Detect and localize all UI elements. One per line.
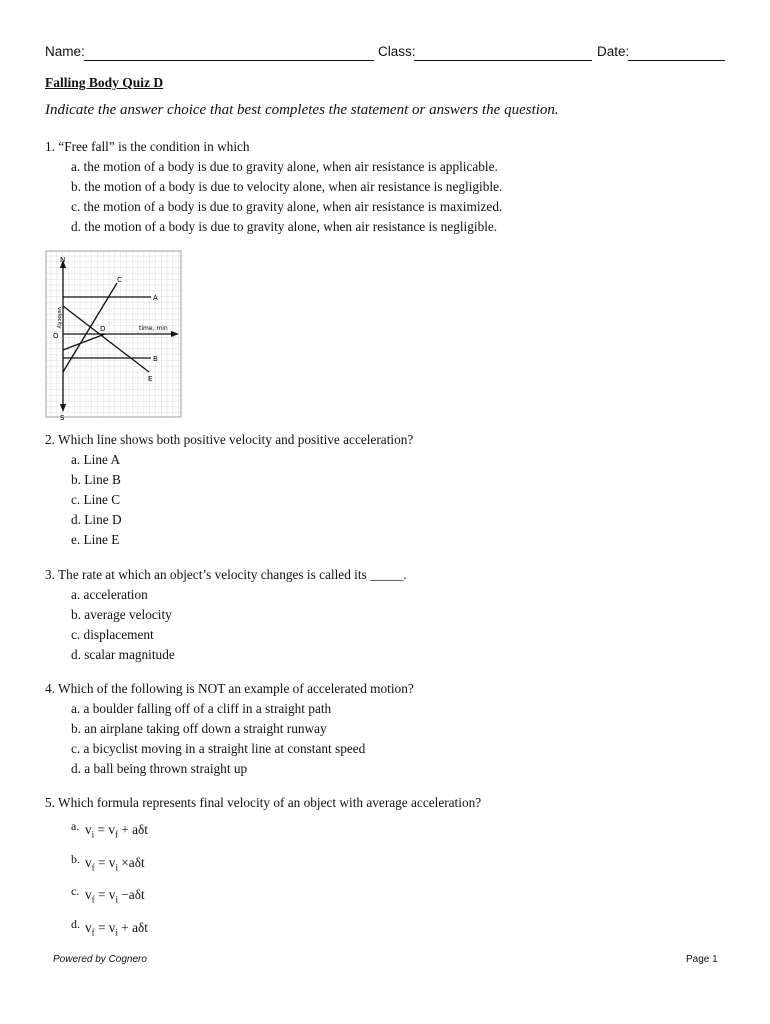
formula-part: v — [85, 822, 92, 837]
date-field[interactable] — [628, 46, 725, 61]
answer-option[interactable]: b. an airplane taking off down a straight runway — [71, 721, 327, 736]
formula-subscript: f — [91, 894, 95, 905]
formula-part: + aδt — [117, 919, 148, 935]
date-label: Date: — [597, 44, 630, 59]
answer-option[interactable]: a. acceleration — [71, 587, 148, 602]
formula-part: v — [85, 919, 92, 935]
instructions: Indicate the answer choice that best completes the statement or answers the question. — [45, 102, 559, 118]
option-letter: a. — [71, 819, 80, 833]
formula-part: = v — [94, 854, 116, 870]
answer-option[interactable]: b. the motion of a body is due to velocity alone, when air resistance is negligible. — [71, 179, 503, 194]
question-1 — [45, 137, 502, 237]
option-letter: d. — [71, 916, 80, 931]
formula-part: v — [85, 887, 92, 903]
question-stem: 1. “Free fall” is the condition in which — [45, 139, 250, 154]
answer-option[interactable]: d. the motion of a body is due to gravity alone, when air resistance is negligible. — [71, 219, 498, 234]
formula-subscript: i — [115, 862, 118, 873]
question-2 — [45, 430, 413, 550]
name-field[interactable] — [84, 46, 374, 61]
class-label: Class: — [378, 44, 416, 59]
answer-option[interactable]: c. displacement — [71, 627, 154, 642]
formula-part: = v — [94, 822, 115, 837]
question-3 — [45, 565, 407, 665]
answer-option[interactable]: c. Line C — [71, 492, 121, 507]
quiz-title: Falling Body Quiz D — [45, 75, 164, 90]
formula-subscript: f — [91, 927, 95, 938]
formula-option-b[interactable] — [71, 847, 148, 880]
axis-label-s: S — [60, 414, 65, 422]
formula-subscript: f — [91, 862, 95, 873]
option-letter: c. — [71, 884, 80, 899]
answer-option[interactable]: c. the motion of a body is due to gravity alone, when air resistance is maximized. — [71, 199, 503, 214]
formula-part: + aδt — [117, 822, 148, 837]
formula-part: v — [85, 854, 92, 870]
answer-option[interactable]: d. Line D — [71, 512, 122, 527]
answer-option[interactable]: b. Line B — [71, 472, 121, 487]
formula-part: −aδt — [117, 887, 145, 903]
formula-part: ×aδt — [117, 854, 145, 870]
formula-options — [71, 814, 148, 945]
formula-option-d[interactable] — [71, 912, 148, 945]
answer-option[interactable]: b. average velocity — [71, 607, 172, 622]
velocity-time-graph — [45, 250, 183, 422]
class-field[interactable] — [414, 46, 592, 61]
formula-part: = v — [94, 887, 116, 903]
line-e-label: E — [148, 375, 153, 383]
answer-option[interactable]: a. the motion of a body is due to gravity alone, when air resistance is applicable. — [71, 159, 498, 174]
formula-subscript: f — [114, 829, 118, 840]
question-stem: 4. Which of the following is NOT an example of accelerated motion? — [45, 681, 414, 696]
formula-subscript: i — [115, 894, 118, 905]
question-stem: 5. Which formula represents final velocity of an object with average acceleration? — [45, 795, 482, 810]
axis-label-n: N — [60, 256, 66, 264]
question-4 — [45, 679, 414, 779]
formula-option-a[interactable] — [71, 814, 148, 847]
line-b-label: B — [153, 355, 158, 363]
footer-credit: Powered by Cognero — [53, 954, 147, 965]
question-stem: 2. Which line shows both positive velocity and positive acceleration? — [45, 432, 414, 447]
question-5 — [45, 793, 481, 813]
formula-part: = v — [94, 919, 116, 935]
option-letter: b. — [71, 851, 80, 866]
answer-option[interactable]: a. a boulder falling off of a cliff in a straight path — [71, 701, 332, 716]
page-number: Page 1 — [686, 954, 718, 965]
answer-option[interactable]: e. Line E — [71, 532, 120, 547]
x-axis-label: time, min — [139, 325, 168, 332]
formula-subscript: i — [91, 829, 95, 840]
line-d-label: D — [100, 325, 106, 333]
answer-option[interactable]: a. Line A — [71, 452, 121, 467]
name-label: Name: — [45, 44, 85, 59]
question-stem: 3. The rate at which an object’s velocity changes is called its _____. — [45, 567, 407, 582]
answer-option[interactable]: c. a bicyclist moving in a straight line at constant speed — [71, 741, 366, 756]
answer-option[interactable]: d. scalar magnitude — [71, 647, 175, 662]
formula-subscript: i — [115, 927, 118, 938]
answer-option[interactable]: d. a ball being thrown straight up — [71, 761, 248, 776]
y-axis-label: velocity — [56, 307, 62, 329]
formula-option-c[interactable] — [71, 879, 148, 912]
line-a-label: A — [153, 294, 158, 302]
line-c-label: C — [117, 276, 122, 284]
axis-label-o: O — [53, 332, 59, 340]
